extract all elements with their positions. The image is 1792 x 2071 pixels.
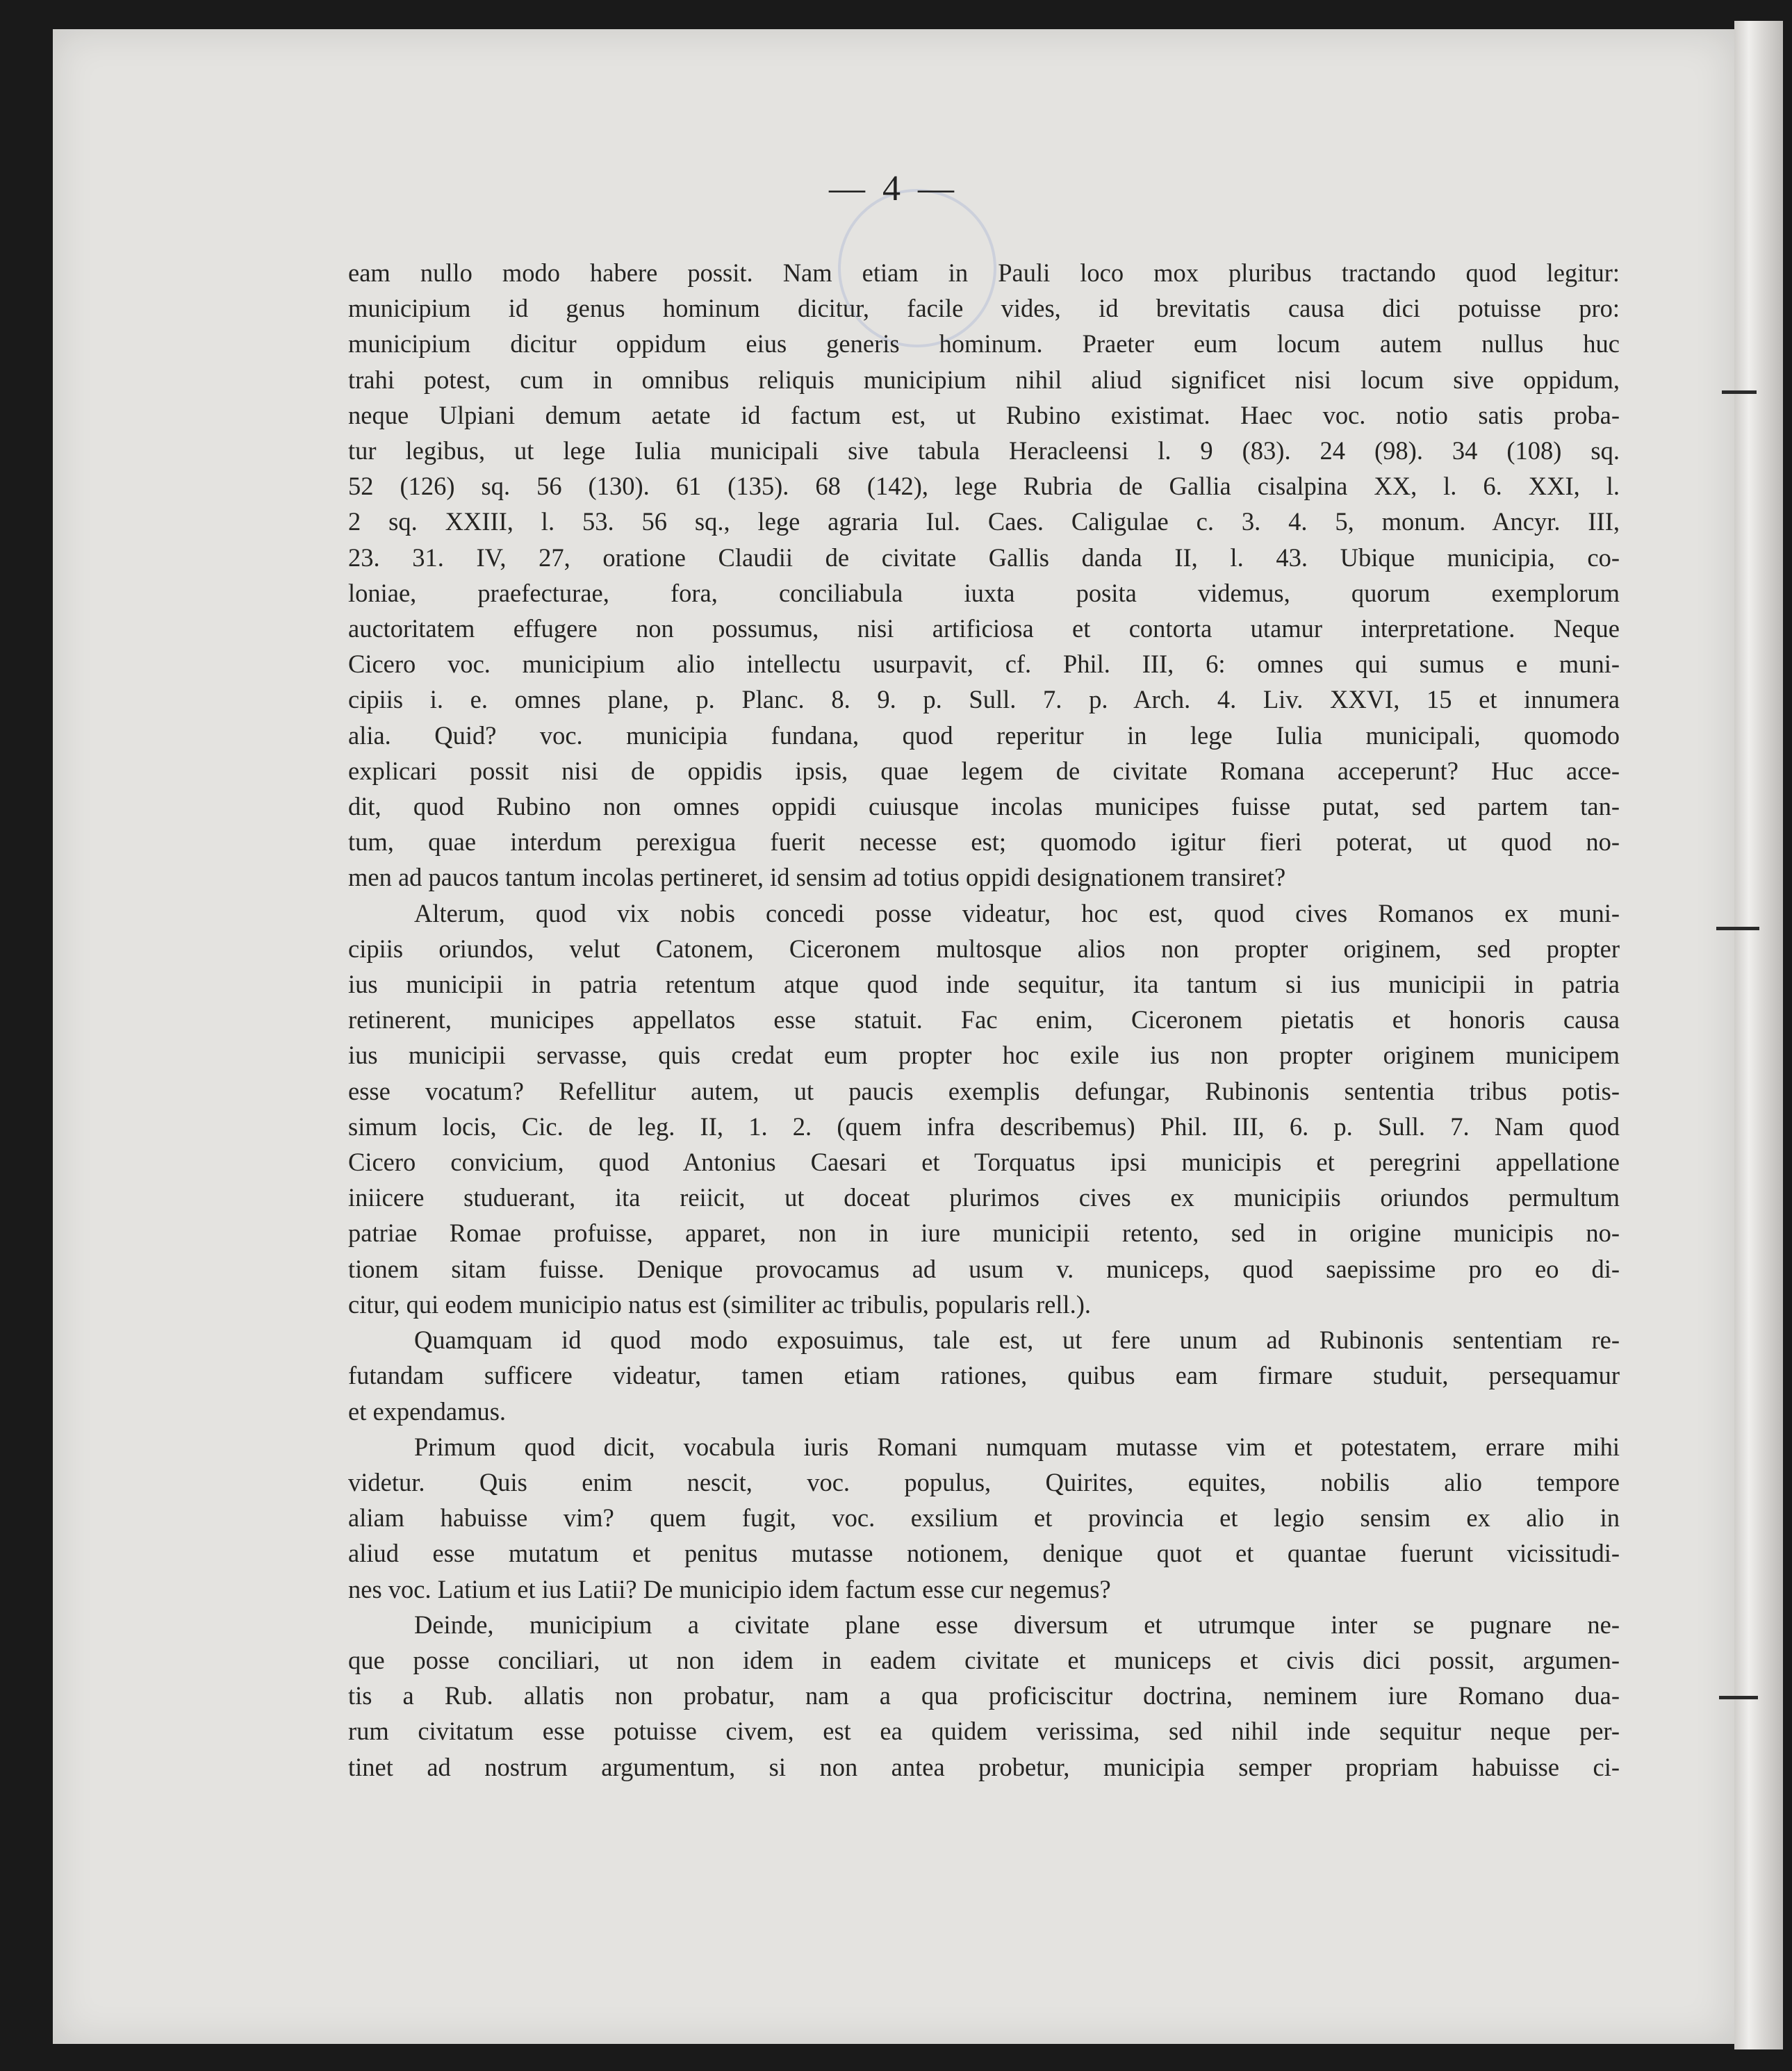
text-line: alia. Quid? voc. municipia fundana, quod reperitur in lege Iulia municipali, quomodo [348,720,1620,750]
text-line: tinet ad nostrum argumentum, si non antea probetur, municipia semper propriam habuisse ci- [348,1752,1620,1781]
text-line: cipiis oriundos, velut Catonem, Ciceronem multosque alios non propter originem, sed propter [348,934,1620,963]
text-line: Deinde, municipium a civitate plane esse diversum et utrumque inter se pugnare ne- [414,1610,1620,1639]
text-line: trahi potest, cum in omnibus reliquis municipium nihil aliud significet nisi locum sive oppidum, [348,365,1620,394]
page-marker-tab [1719,1696,1758,1699]
text-line: iniicere studuerant, ita reiicit, ut doceat plurimos cives ex municipiis oriundos permultum [348,1183,1620,1212]
text-line: ius municipii servasse, quis credat eum propter hoc exile ius non propter originem municipem [348,1041,1620,1070]
text-line: citur, qui eodem municipio natus est (similiter ac tribulis, popularis rell.). [348,1289,1091,1319]
text-line: 52 (126) sq. 56 (130). 61 (135). 68 (142), lege Rubria de Gallia cisalpina XX, l. 6. XXI, l. [348,472,1620,501]
text-line: explicari possit nisi de oppidis ipsis, quae legem de civitate Romana acceperunt? Huc acce- [348,756,1620,785]
text-line: tum, quae interdum perexigua fuerit necesse est; quomodo igitur fieri poterat, ut quod no- [348,827,1620,857]
text-line: tionem sitam fuisse. Denique provocamus ad usum v. municeps, quod saepissime pro eo di- [348,1254,1620,1283]
text-line: tur legibus, ut lege Iulia municipali sive tabula Heracleensi l. 9 (83). 24 (98). 34 (108) sq. [348,436,1620,465]
adjacent-page-edge [1734,21,1783,2049]
book-page [53,29,1734,2044]
text-line: Cicero convicium, quod Antonius Caesari et Torquatus ipsi municipis et peregrini appellatione [348,1148,1620,1177]
text-line: tis a Rub. allatis non probatur, nam a qua proficiscitur doctrina, neminem iure Romano dua- [348,1681,1620,1710]
text-line: loniae, praefecturae, fora, conciliabula iuxta posita videmus, quorum exemplorum [348,578,1620,607]
text-line: que posse conciliari, ut non idem in eadem civitate et municeps et civis dici possit, argumen- [348,1645,1620,1674]
text-line: municipium dicitur oppidum eius generis hominum. Praeter eum locum autem nullus huc [348,329,1620,358]
text-line: aliud esse mutatum et penitus mutasse notionem, denique quot et quantae fuerunt vicissitudi- [348,1539,1620,1568]
text-line: rum civitatum esse potuisse civem, est ea quidem verissima, sed nihil inde sequitur neque per- [348,1717,1620,1746]
text-line: et expendamus. [348,1396,507,1426]
text-line: dit, quod Rubino non omnes oppidi cuiusque incolas municipes fuisse putat, sed partem tan- [348,792,1620,821]
text-line: Quamquam id quod modo exposuimus, tale est, ut fere unum ad Rubinonis sententiam re- [414,1326,1620,1355]
page-number: — 4 — [829,169,958,208]
text-line: esse vocatum? Refellitur autem, ut paucis exemplis defungar, Rubinonis sententia tribus potis- [348,1076,1620,1105]
text-line: Primum quod dicit, vocabula iuris Romani numquam mutasse vim et potestatem, errare mihi [414,1432,1620,1461]
text-line: cipiis i. e. omnes plane, p. Planc. 8. 9. p. Sull. 7. p. Arch. 4. Liv. XXVI, 15 et innumera [348,685,1620,714]
text-line: men ad paucos tantum incolas pertineret, id sensim ad totius oppidi designationem transiret? [348,863,1286,892]
text-line: 23. 31. IV, 27, oratione Claudii de civitate Gallis danda II, l. 43. Ubique municipia, co- [348,543,1620,572]
text-line: aliam habuisse vim? quem fugit, voc. exsilium et provincia et legio sensim ex alio in [348,1503,1620,1533]
text-line: neque Ulpiani demum aetate id factum est, ut Rubino existimat. Haec voc. notio satis proba- [348,400,1620,429]
text-line: auctoritatem effugere non possumus, nisi artificiosa et contorta utamur interpretatione. Neque [348,614,1620,643]
text-line: eam nullo modo habere possit. Nam etiam in Pauli loco mox pluribus tractando quod legitur: [348,258,1620,287]
text-line: videtur. Quis enim nescit, voc. populus, Quirites, equites, nobilis alio tempore [348,1467,1620,1496]
text-line: 2 sq. XXIII, l. 53. 56 sq., lege agraria Iul. Caes. Caligulae c. 3. 4. 5, monum. Ancyr. III, [348,507,1620,536]
text-line: Alterum, quod vix nobis concedi posse videatur, hoc est, quod cives Romanos ex muni- [414,898,1620,927]
text-line: municipium id genus hominum dicitur, facile vides, id brevitatis causa dici potuisse pro: [348,294,1620,323]
page-marker-tab [1722,390,1757,394]
page-marker-tab [1716,927,1759,930]
text-line: simum locis, Cic. de leg. II, 1. 2. (quem infra describemus) Phil. III, 6. p. Sull. 7. Nam quod [348,1112,1620,1141]
text-line: nes voc. Latium et ius Latii? De municipio idem factum esse cur negemus? [348,1574,1111,1603]
text-line: patriae Romae profuisse, apparet, non in iure municipii retento, sed in origine municipis no- [348,1219,1620,1248]
text-line: retinerent, municipes appellatos esse statuit. Fac enim, Ciceronem pietatis et honoris causa [348,1005,1620,1034]
text-line: ius municipii in patria retentum atque quod inde sequitur, ita tantum si ius municipii in patria [348,970,1620,999]
body-text [348,255,1620,1785]
text-line: futandam sufficere videatur, tamen etiam rationes, quibus eam firmare studuit, persequamur [348,1361,1620,1390]
text-line: Cicero voc. municipium alio intellectu usurpavit, cf. Phil. III, 6: omnes qui sumus e muni- [348,650,1620,679]
